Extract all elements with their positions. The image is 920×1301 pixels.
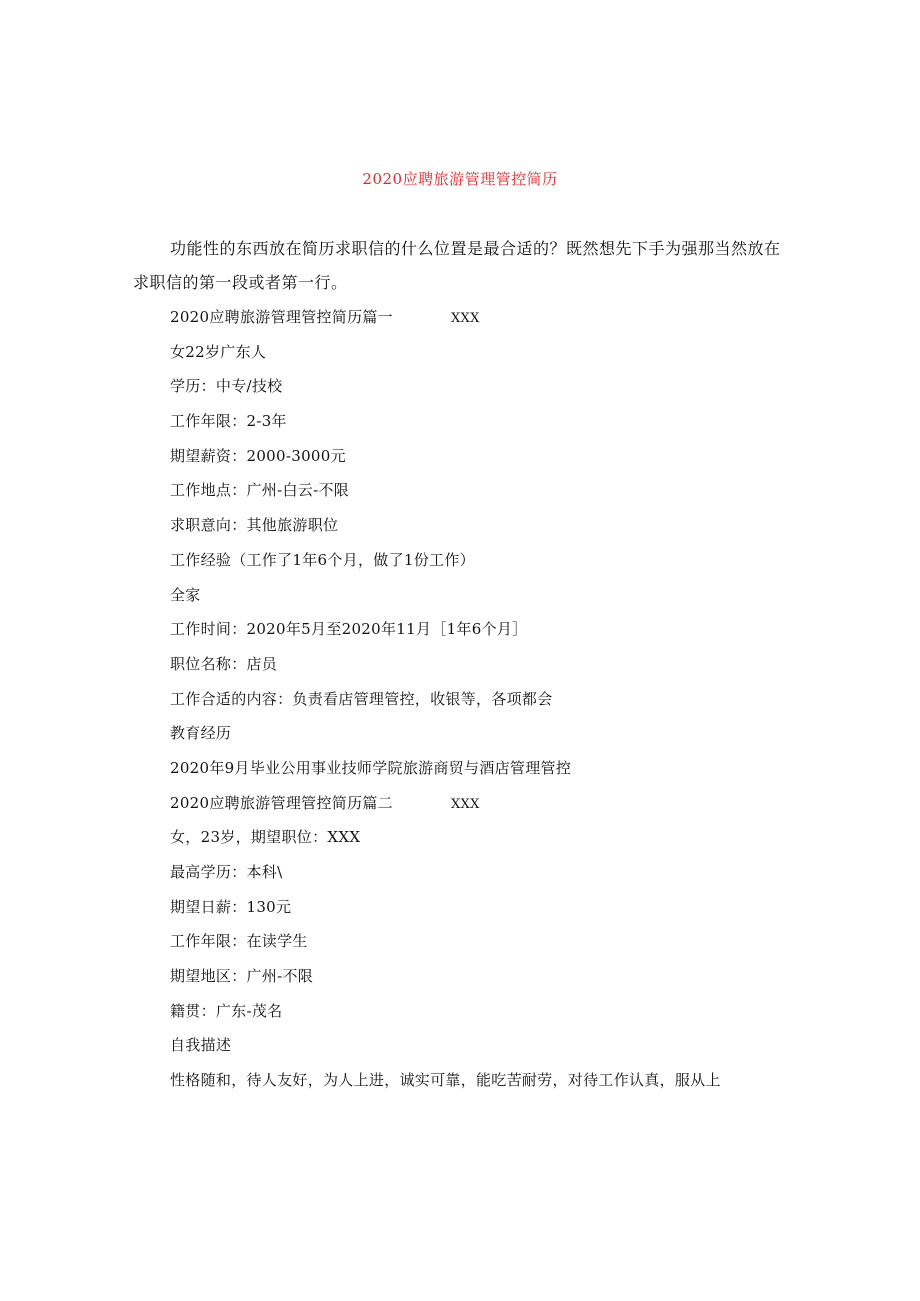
resume-line (170, 962, 810, 997)
resume-line-text: 性格随和，待人友好，为人上进，诚实可靠，能吃苦耐劳，对待工作认真，服从上 (170, 1071, 721, 1090)
intro-paragraph: 功能性的东西放在简历求职信的什么位置是最合适的？既然想先下手为强那当然放在求职信的第一段或者第一行。 (133, 239, 781, 292)
resume-line-text: 2020年9月毕业公用事业技师学院旅游商贸与酒店管理管控 (170, 758, 572, 777)
resume-line-text: 工作年限：2-3年 (170, 412, 287, 431)
resume-line (170, 338, 810, 373)
resume-line-text: 工作地点：广州-白云-不限 (170, 481, 350, 500)
resume-line-text: 最高学历：本科\ (170, 863, 283, 881)
resume-line-text: 教育经历 (170, 724, 232, 743)
resume-line-text: 女，23岁，期望职位：XXX (170, 828, 361, 847)
resume-line-text: 2020应聘旅游管理管控简历篇二 (170, 793, 393, 812)
resume-line (170, 754, 810, 789)
resume-line (170, 476, 810, 511)
resume-line (170, 511, 810, 546)
resume-line-text: 全家 (170, 585, 201, 604)
resume-line-text: 学历：中专/技校 (170, 377, 283, 396)
resume-line (170, 615, 810, 650)
resume-line-text: 2020应聘旅游管理管控简历篇一 (170, 308, 393, 326)
resume-line (170, 581, 810, 616)
resume-line (170, 546, 810, 581)
resume-line (170, 685, 810, 720)
resume-line-text: 自我描述 (170, 1036, 232, 1055)
resume-line-text: 籍贯：广东-茂名 (170, 1001, 283, 1020)
resume-line (170, 927, 810, 962)
resume-line (170, 789, 810, 824)
resume-line-text: 求职意向：其他旅游职位 (170, 516, 339, 535)
resume-line (170, 893, 810, 928)
resume-line-tag: XXX (450, 796, 480, 812)
resume-line-text: 期望薪资：2000-3000元 (170, 446, 346, 465)
resume-line-text: 职位名称：店员 (170, 654, 278, 673)
resume-line-text: 女22岁广东人 (170, 342, 267, 361)
resume-line-tag: XXX (450, 311, 480, 326)
resume-line (170, 1031, 810, 1066)
resume-line-text: 期望日薪：130元 (170, 897, 292, 916)
resume-line (170, 823, 810, 858)
resume-lines (170, 303, 810, 1101)
resume-line (170, 372, 810, 407)
resume-line (170, 1066, 810, 1101)
resume-line (170, 407, 810, 442)
resume-line (170, 719, 810, 754)
resume-line-text: 工作时间：2020年5月至2020年11月［1年6个月］ (170, 620, 528, 639)
resume-line-text: 期望地区：广州-不限 (170, 967, 314, 986)
resume-line (170, 858, 810, 893)
resume-line (170, 303, 810, 338)
resume-line (170, 442, 810, 477)
resume-line-text: 工作经验（工作了1年6个月，做了1份工作） (170, 550, 475, 569)
resume-line (170, 650, 810, 685)
resume-line-text: 工作年限：在读学生 (170, 932, 308, 951)
document-title: 2020应聘旅游管理管控简历 (362, 170, 558, 188)
resume-line-text: 工作合适的内容：负责看店管理管控，收银等，各项都会 (170, 689, 553, 708)
resume-line (170, 997, 810, 1032)
